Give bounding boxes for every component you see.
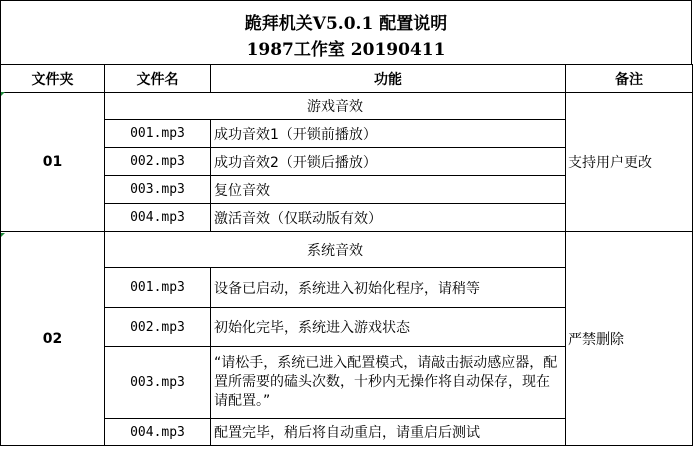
filename-cell[interactable]: 004.mp3	[105, 204, 211, 232]
folder-cell-02[interactable]: 02	[1, 232, 105, 446]
header-note[interactable]: 备注	[566, 65, 693, 93]
folder-cell-01[interactable]: 01	[1, 93, 105, 232]
note-cell-01[interactable]: 支持用户更改	[566, 93, 693, 232]
function-cell[interactable]: 复位音效	[211, 176, 566, 204]
header-folder[interactable]: 文件夹	[1, 65, 105, 93]
section-title-game-sounds[interactable]: 游戏音效	[105, 93, 566, 120]
filename-cell[interactable]: 004.mp3	[105, 419, 211, 446]
function-cell[interactable]: 设备已启动，系统进入初始化程序，请稍等	[211, 268, 566, 308]
filename-cell[interactable]: 001.mp3	[105, 268, 211, 308]
document-subtitle: 1987工作室 20190411	[246, 40, 446, 60]
document-title: 跪拜机关V5.0.1 配置说明	[244, 14, 448, 34]
function-cell[interactable]: 激活音效（仅联动版有效）	[211, 204, 566, 232]
table-row	[1, 93, 693, 120]
filename-cell[interactable]: 002.mp3	[105, 308, 211, 347]
section-title-system-sounds[interactable]: 系统音效	[105, 232, 566, 268]
function-cell[interactable]: 初始化完毕，系统进入游戏状态	[211, 308, 566, 347]
function-cell[interactable]: “请松手，系统已进入配置模式，请敲击振动感应器，配置所需要的磕头次数，十秒内无操作将自动保存，现在请配置。”	[211, 347, 566, 419]
function-cell[interactable]: 成功音效1（开锁前播放）	[211, 120, 566, 148]
title-block	[0, 0, 692, 64]
table-row	[1, 232, 693, 268]
function-cell[interactable]: 成功音效2（开锁后播放）	[211, 148, 566, 176]
filename-cell[interactable]: 002.mp3	[105, 148, 211, 176]
filename-cell[interactable]: 003.mp3	[105, 347, 211, 419]
filename-cell[interactable]: 001.mp3	[105, 120, 211, 148]
function-cell[interactable]: 配置完毕，稍后将自动重启，请重启后测试	[211, 419, 566, 446]
note-cell-02[interactable]: 严禁删除	[566, 232, 693, 446]
header-function[interactable]: 功能	[211, 65, 566, 93]
comment-marker-icon	[1, 233, 5, 237]
config-table	[0, 64, 693, 446]
header-filename[interactable]: 文件名	[105, 65, 211, 93]
comment-marker-icon	[1, 92, 5, 96]
header-row	[1, 65, 693, 93]
filename-cell[interactable]: 003.mp3	[105, 176, 211, 204]
